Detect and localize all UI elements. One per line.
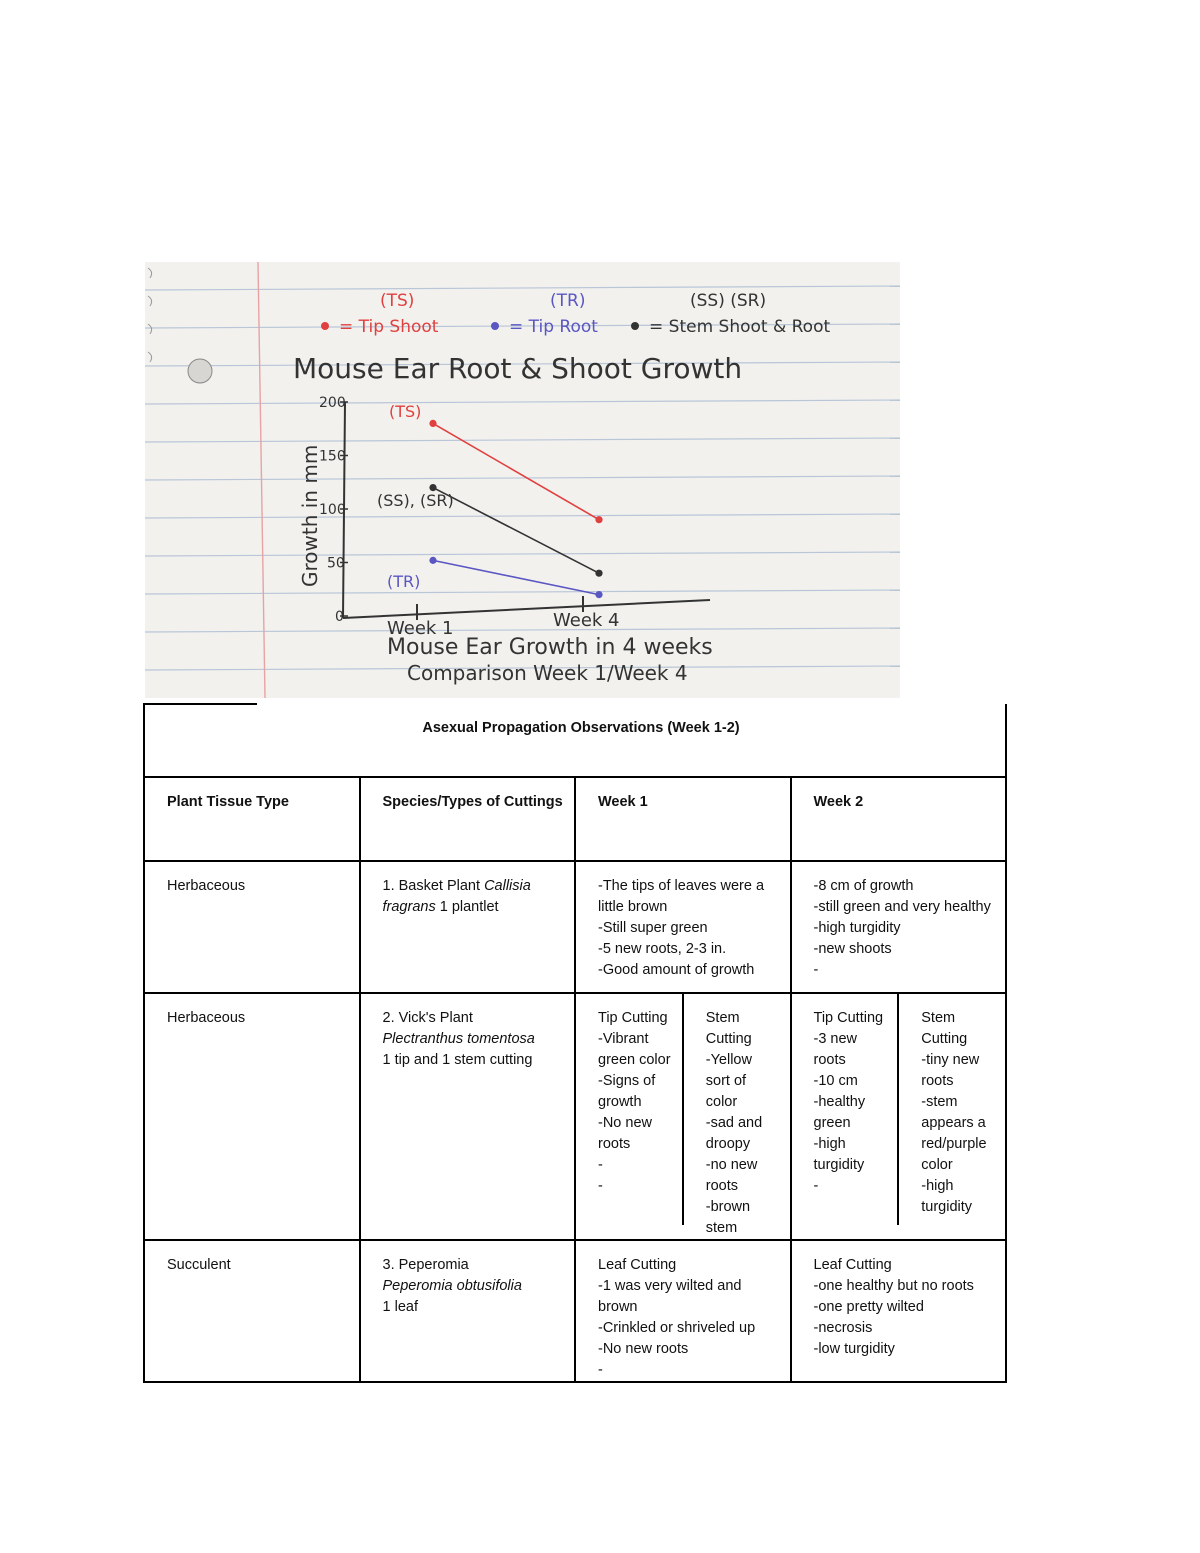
legend-label: = Tip Root [509, 317, 598, 337]
series-line [433, 488, 599, 574]
x-axis-label: Mouse Ear Growth in 4 weeks [387, 635, 713, 660]
table-row [144, 1240, 1006, 1382]
cell-line: -healthy green [813, 1094, 870, 1131]
table-row [144, 993, 1006, 1240]
x-tick-label: Week 1 [387, 618, 454, 639]
cell-line: -no new roots [705, 1157, 762, 1194]
chart-series [377, 402, 603, 598]
data-point [429, 557, 436, 564]
cell-line: -1 was very wilted and brown [598, 1278, 746, 1315]
cell-line: Leaf Cutting [813, 1257, 892, 1273]
header-week1: Week 1 [575, 777, 791, 861]
cell-line: Stem Cutting [705, 1010, 752, 1047]
notebook-photo [145, 262, 900, 698]
series-label: (TS) [389, 402, 422, 421]
week1-stem-cutting [682, 994, 790, 1236]
data-point [429, 420, 436, 427]
legend-marker [631, 322, 639, 330]
y-tick-label: 100 [319, 502, 346, 518]
cell-line: -necrosis [813, 1320, 873, 1336]
cell-line: -The tips of leaves were a little brown [598, 878, 769, 915]
cell-line: - [813, 962, 819, 978]
series-line [433, 423, 599, 519]
cell-line: - [598, 1362, 603, 1378]
cell-line: -still green and very healthy [813, 899, 991, 915]
cell-line: -high turgidity [921, 1178, 973, 1215]
legend-label: = Tip Shoot [339, 317, 439, 337]
legend-code: (SS) (SR) [690, 291, 767, 311]
cell-line: Tip Cutting [598, 1010, 668, 1026]
cell-line: -5 new roots, 2-3 in. [598, 941, 727, 957]
x-tick-labels [387, 596, 620, 639]
observations-table [143, 704, 1007, 1383]
chart-subtitle: Comparison Week 1/Week 4 [407, 661, 688, 685]
header-week2: Week 2 [791, 777, 1007, 861]
legend-code: (TR) [550, 291, 586, 311]
cell-line: - [598, 1157, 603, 1173]
cell-line: Stem Cutting [921, 1010, 968, 1047]
cell-line: -Crinkled or shriveled up [598, 1320, 756, 1336]
week2-cell [791, 1240, 1007, 1382]
cell-line: -8 cm of growth [813, 878, 914, 894]
tissue-cell: Herbaceous [144, 993, 360, 1240]
species-cell: 3. Peperomia Peperomia obtusifolia 1 leaf [360, 1240, 576, 1382]
legend-code: (TS) [380, 291, 415, 311]
series-line [433, 560, 599, 594]
ruled-lines [145, 286, 900, 670]
week1-tip-cutting [576, 994, 682, 1225]
cell-line: -No new roots [598, 1341, 689, 1357]
cell-line: Tip Cutting [813, 1010, 884, 1026]
legend-marker [321, 322, 329, 330]
cell-line: -Yellow sort of color [705, 1052, 756, 1110]
cell-line: -low turgidity [813, 1341, 895, 1357]
cell-line: -tiny new roots [921, 1052, 984, 1089]
cell-line: -brown stem [705, 1199, 755, 1236]
cell-line: -Good amount of growth [598, 962, 755, 978]
cell-line: -high turgidity [813, 920, 901, 936]
data-point [595, 516, 602, 523]
species-cell: 2. Vick's Plant Plectranthus tomentosa 1 tip and 1 stem cutting [360, 993, 576, 1240]
species-cell: 1. Basket Plant Callisia fragrans 1 plantlet [360, 861, 576, 993]
y-axis-label: Growth in mm [298, 444, 322, 587]
cell-line: - [598, 1178, 603, 1194]
week2-split-cell [791, 993, 1007, 1240]
chart-title: Mouse Ear Root & Shoot Growth [293, 352, 743, 385]
table-row [144, 861, 1006, 993]
week2-tip-cutting [792, 994, 898, 1225]
cell-line: -sad and droopy [705, 1115, 767, 1152]
week1-cell [575, 861, 791, 993]
cell-line: -one pretty wilted [813, 1299, 924, 1315]
chart-legend [321, 291, 830, 337]
x-tick-label: Week 4 [553, 610, 620, 631]
growth-chart [145, 262, 900, 698]
tissue-cell: Herbaceous [144, 861, 360, 993]
cell-line: -new shoots [813, 941, 892, 957]
data-point [595, 570, 602, 577]
cell-line: -stem appears a red/purple color [921, 1094, 991, 1173]
legend-label: = Stem Shoot & Root [649, 317, 831, 337]
cell-line: -10 cm [813, 1073, 858, 1089]
week1-split-cell [575, 993, 791, 1240]
cell-line: -one healthy but no roots [813, 1278, 974, 1294]
cell-line: - [813, 1178, 819, 1194]
tissue-cell: Succulent [144, 1240, 360, 1382]
binder-hole [188, 359, 212, 383]
y-tick-label: 200 [319, 395, 346, 411]
cell-line: -No new roots [598, 1115, 657, 1152]
week1-cell [575, 1240, 791, 1382]
legend-marker [491, 322, 499, 330]
y-tick-label: 0 [335, 609, 344, 625]
series-label: (SS), (SR) [377, 491, 454, 510]
x-axis [343, 600, 710, 618]
cell-line: -Vibrant green color [598, 1031, 671, 1068]
table-title: Asexual Propagation Observations (Week 1-2) [144, 704, 1006, 777]
header-tissue: Plant Tissue Type [144, 777, 360, 861]
cell-line: Leaf Cutting [598, 1257, 677, 1273]
cell-line: -Still super green [598, 920, 708, 936]
week2-cell [791, 861, 1007, 993]
data-point [595, 591, 602, 598]
header-species: Species/Types of Cuttings [360, 777, 576, 861]
cell-line: -high turgidity [813, 1136, 865, 1173]
week2-stem-cutting [897, 994, 1005, 1225]
series-label: (TR) [387, 572, 421, 591]
y-tick-label: 150 [319, 448, 346, 465]
cell-line: -Signs of growth [598, 1073, 660, 1110]
y-tick-label: 50 [327, 555, 345, 572]
cell-line: -3 new roots [813, 1031, 862, 1068]
